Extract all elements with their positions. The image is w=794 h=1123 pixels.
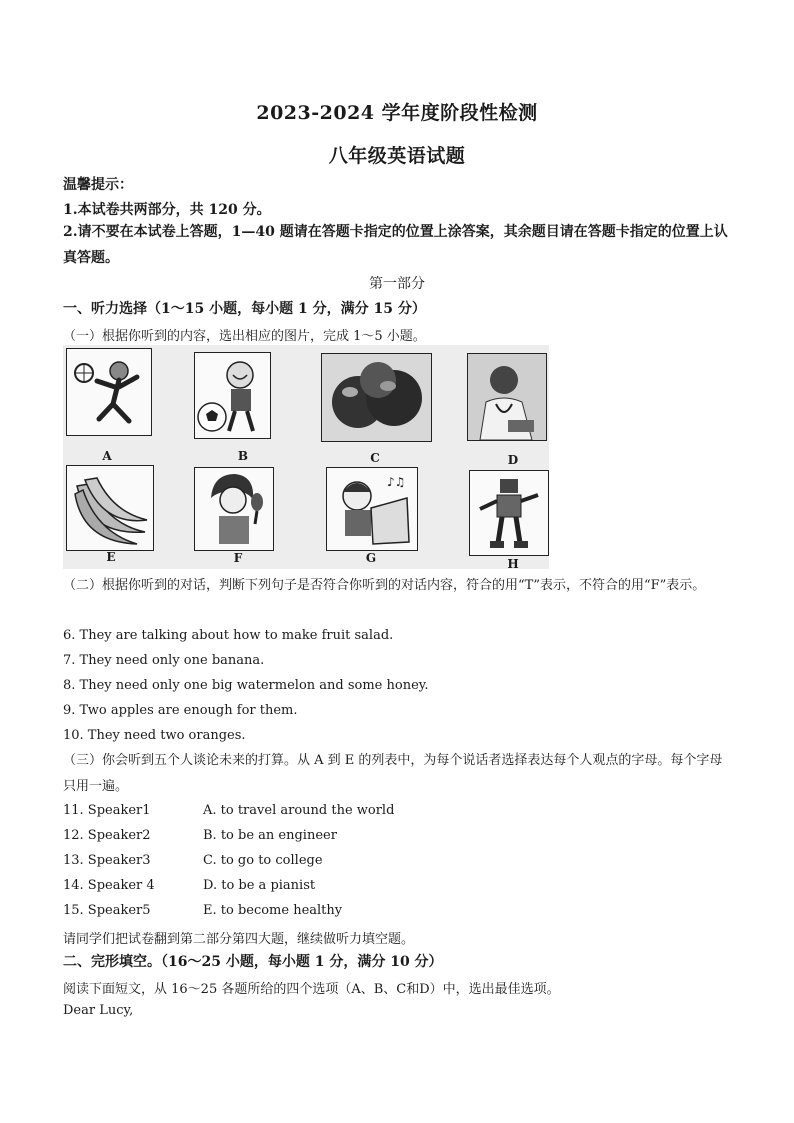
soccer-boy-icon xyxy=(194,352,271,439)
tip-item-2: 2.请不要在本试卷上答题，1—40 题请在答题卡指定的位置上涂答案，其余题目请在答题卡指定的位置上认真答题。 xyxy=(63,224,728,266)
section-2-heading: 二、完形填空。（16～25 小题，每小题 1 分，满分 10 分） xyxy=(63,954,443,970)
picture-label-c: C xyxy=(370,451,380,465)
speaker-15: 15. Speaker5 xyxy=(63,903,151,918)
picture-grid xyxy=(63,345,549,569)
statement-10: 10. They need two oranges. xyxy=(63,728,246,743)
tip-item-1: 1.本试卷共两部分，共 120 分。 xyxy=(63,202,271,218)
section-1-heading: 一、听力选择（1～15 小题，每小题 1 分，满分 15 分） xyxy=(63,301,426,317)
tips-heading: 温馨提示： xyxy=(63,177,133,193)
option-a: A. to travel around the world xyxy=(203,803,395,818)
speaker-13: 13. Speaker3 xyxy=(63,853,151,868)
subsection-3-instruction: （三）你会听到五个人谈论未来的打算。从 A 到 E 的列表中，为每个说话者选择表达每个人观点的字母。每个字母只用一遍。 xyxy=(63,753,723,794)
exam-title: 2023-2024 学年度阶段性检测 xyxy=(256,102,538,124)
bananas-icon xyxy=(66,465,154,551)
option-d: D. to be a pianist xyxy=(203,878,316,893)
listening-note: 请同学们把试卷翻到第二部分第四大题，继续做听力填空题。 xyxy=(63,932,415,947)
option-c: C. to go to college xyxy=(203,853,323,868)
section-2-instruction: 阅读下面短文，从 16～25 各题所给的四个选项（A、B、C和D）中，选出最佳选项。 xyxy=(63,982,560,997)
subsection-2-instruction: （二）根据你听到的对话，判断下列句子是否符合你听到的对话内容，符合的用“T”表示，不符合的用“F”表示。 xyxy=(63,578,706,593)
part-heading: 第一部分 xyxy=(369,276,425,292)
speaker-14: 14. Speaker 4 xyxy=(63,878,155,893)
apples-icon xyxy=(321,353,432,442)
basketball-player-icon xyxy=(66,348,152,436)
option-b: B. to be an engineer xyxy=(203,828,337,843)
boy-piano-icon xyxy=(326,467,418,551)
speaker-11: 11. Speaker1 xyxy=(63,803,151,818)
picture-label-f: F xyxy=(233,551,243,565)
option-e: E. to become healthy xyxy=(203,903,343,918)
subsection-1-instruction: （一）根据你听到的内容，选出相应的图片，完成 1～5 小题。 xyxy=(63,329,426,344)
statement-9: 9. Two apples are enough for them. xyxy=(63,703,298,718)
statement-7: 7. They need only one banana. xyxy=(63,653,265,668)
girl-ice-cream-icon xyxy=(194,467,274,551)
picture-label-a: A xyxy=(102,449,112,463)
statement-8: 8. They need only one big watermelon and some honey. xyxy=(63,678,429,693)
picture-label-e: E xyxy=(106,550,116,564)
svg-text:♪♫: ♪♫ xyxy=(387,475,406,489)
picture-label-g: G xyxy=(365,551,377,565)
picture-label-d: D xyxy=(507,453,519,467)
robot-icon xyxy=(469,470,549,556)
speaker-12: 12. Speaker2 xyxy=(63,828,151,843)
doctor-icon xyxy=(467,353,547,441)
letter-greeting: Dear Lucy, xyxy=(63,1003,134,1018)
statement-6: 6. They are talking about how to make fruit salad. xyxy=(63,628,394,643)
exam-subtitle: 八年级英语试题 xyxy=(328,145,466,167)
picture-label-h: H xyxy=(507,557,519,571)
picture-label-b: B xyxy=(237,449,249,463)
